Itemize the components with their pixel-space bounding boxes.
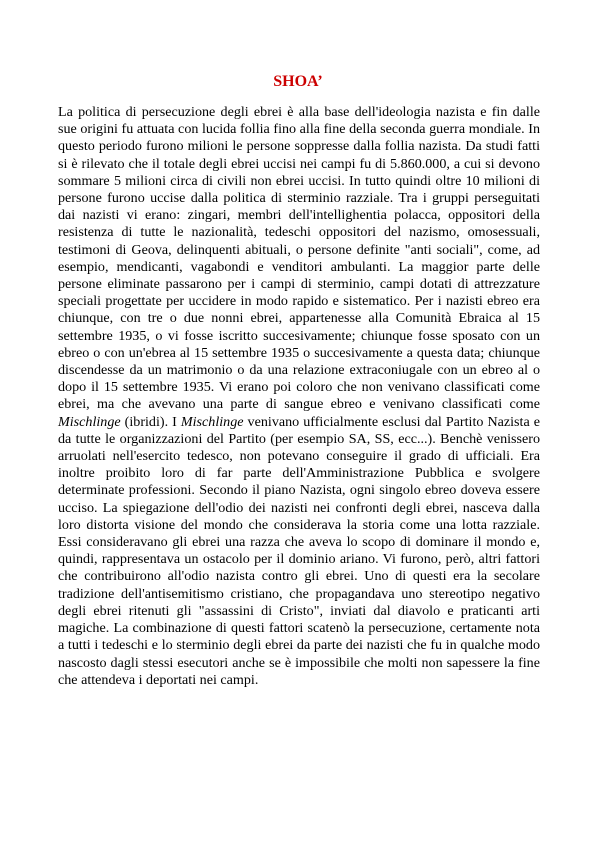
- body-paragraph: [58, 104, 540, 689]
- italic-term-mischlinge-1: Mischlinge: [58, 413, 121, 430]
- paragraph-text-2: (ibridi). I: [120, 413, 181, 430]
- paragraph-text-1: La politica di persecuzione degli ebrei è alla base dell'ideologia nazista e fin dalle sue origini fu attuata con lucida follia fino alla fine della seconda guerra mondiale. In questo periodo furono milioni le persone soppresse dalla follia nazista. Da studi fatti si è rilevato che il totale degli ebrei uccisi nei campi fu di 5.860.000, a cui si devono sommare 5 milioni circa di civili non ebrei uccisi. In tutto quindi oltre 10 milioni di persone furono uccise dalla politica di sterminio razziale. Tra i gruppi perseguitati dai nazisti vi erano: zingari, membri dell'intellighentia polacca, oppositori della resistenza di tutte le nazionalità, tedeschi oppositori del nazismo, omosessuali, testimoni di Geova, delinquenti abituali, o persone definite "anti sociali", come, ad esempio, mendicanti, vagabondi e venditori ambulanti. La maggior parte delle persone eliminate passarono per i campi di sterminio, campi dotati di attrezzature speciali progettate per uccidere in modo rapido e sistematico. Per i nazisti ebreo era chiunque, con tre o due nonni ebrei, appartenesse alla Comunità Ebraica al 15 settembre 1935, o vi fosse iscritto succesivamente; chiunque fosse sposato con un ebreo o con un'ebrea al 15 settembre 1935 o succesivamente a questa data; chiunque discendesse da un matrimonio o da una relazione extraconiugale con un ebreo al o dopo il 15 settembre 1935. Vi erano poi coloro che non venivano classificati come ebrei, ma che avevano una parte di sangue ebreo e venivano classificati come: [58, 104, 540, 413]
- italic-term-mischlinge-2: Mischlinge: [180, 413, 244, 430]
- document-title: SHOA’: [273, 73, 323, 90]
- paragraph-text-3: venivano ufficialmente esclusi dal Partito Nazista e da tutte le organizzazioni del Partito (per esempio SA, SS, ecc...). Benchè venissero arruolati nell'esercito tedesco, non potevano conseguire il grado di ufficiali. Era inoltre proibito loro di far parte dell'Amministrazione Pubblica e svolgere determinate professioni. Secondo il piano Nazista, ogni singolo ebreo doveva essere ucciso. La spiegazione dell'odio dei nazisti nei confronti degli ebrei, nasceva dalla loro distorta visione del mondo che considerava la storia come una lotta razziale. Essi consideravano gli ebrei una razza che aveva lo scopo di dominare il mondo e, quindi, rappresentava un ostacolo per il dominio ariano. Vi furono, però, altri fattori che contribuirono all'odio nazista contro gli ebrei. Uno di questi era la secolare tradizione dell'antisemitismo cristiano, che propagandava uno stereotipo negativo degli ebrei ritenuti gli "assassini di Cristo", inviati dal diavolo e praticanti arti magiche. La combinazione di questi fattori scatenò la persecuzione, certamente nota a tutti i tedeschi e lo sterminio degli ebrei da parte dei nazisti che fu in qualche modo nascosto dagli stessi esecutori anche se è impossibile che molti non sapessere la fine che attendeva i deportati nei campi.: [58, 413, 540, 688]
